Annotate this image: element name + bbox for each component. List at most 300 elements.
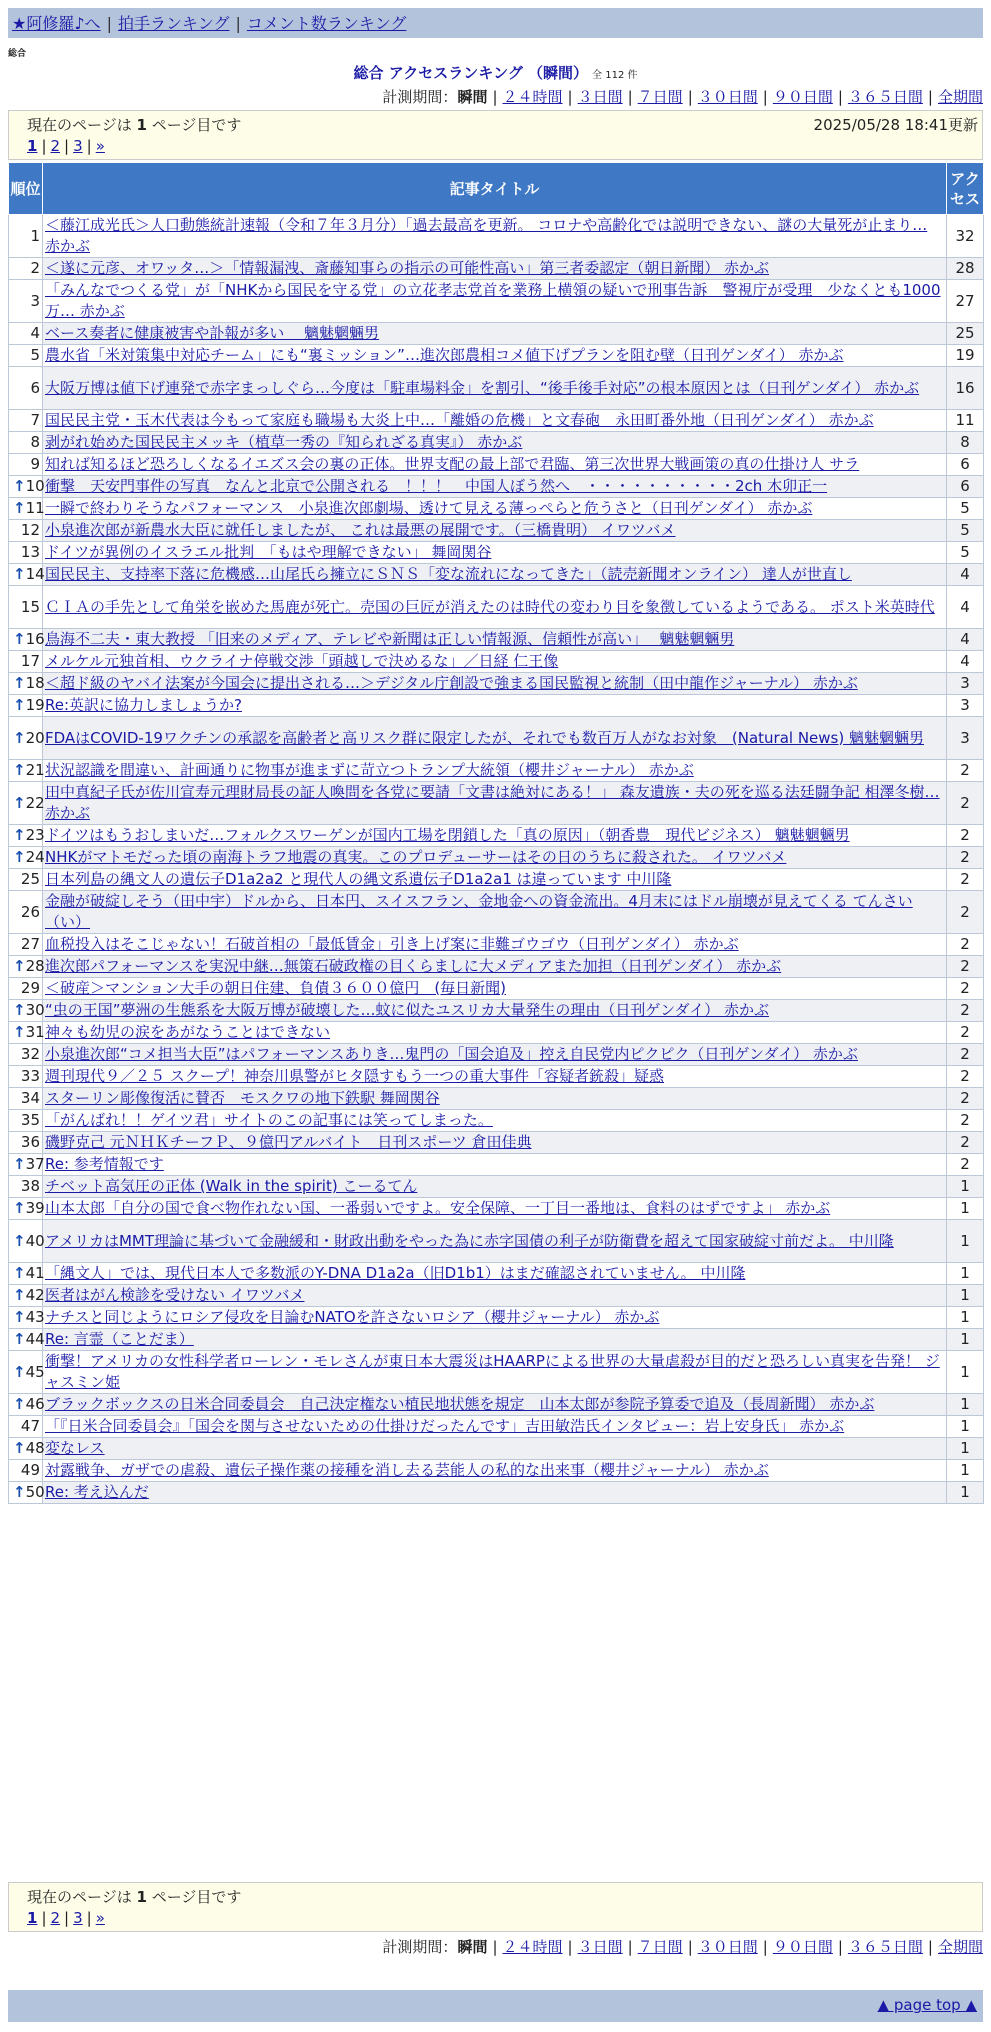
table-row [9,717,984,760]
article-link[interactable]: “虫の王国”夢洲の生態系を大阪万博が破壊した…蚊に似たユスリカ大量発生の理由（日刊ゲンダイ） 赤かぶ [45,1001,769,1019]
rank-cell [9,258,43,280]
article-link[interactable]: 衝撃 天安門事件の写真 なんと北京で公開される ！！！ 中国人ぼう然へ ・・・・・・・・・・2ch 木卯正一 [45,477,828,495]
article-link[interactable]: 一瞬で終わりそうなパフォーマンス 小泉進次郎劇場、透けて見える薄っぺらと危うさと（日刊ゲンダイ） 赤かぶ [45,499,813,517]
article-link[interactable]: ブラックボックスの日米合同委員会 自己決定権ない植民地状態を規定 山本太郎が参院予算委で追及（長周新聞） 赤かぶ [45,1395,875,1413]
title-cell [43,673,947,695]
article-link[interactable]: チベット高気圧の正体 (Walk in the spirit) こーるてん [45,1177,418,1195]
period-link[interactable]: ２４時間 [502,88,563,106]
title-cell [43,498,947,520]
rank-cell [9,520,43,542]
rank-up-arrow-icon: ↑ [13,957,26,975]
article-link[interactable]: 血税投入はそこじゃない！石破首相の「最低賃金」引き上げ案に非難ゴウゴウ（日刊ゲンダイ） 赤かぶ [45,935,739,953]
article-link[interactable]: ＣＩＡの手先として角栄を嵌めた馬鹿が死亡。売国の巨匠が消えたのは時代の変わり目を象徴しているようである。 ポスト米英時代 [45,597,935,616]
article-link[interactable]: 「みんなでつくる党」が「NHKから国民を守る党」の立花孝志党首を業務上横領の疑いで刑事告訴 警視庁が受理 少なくとも1000万… 赤かぶ [45,281,941,320]
article-link[interactable]: スターリン彫像復活に賛否 モスクワの地下鉄駅 舞岡関谷 [45,1089,440,1107]
table-row [9,1044,984,1066]
access-count: 1 [947,1460,984,1482]
item-count: 全 112 件 [592,70,638,81]
title-cell [43,542,947,564]
updated-timestamp: 2025/05/28 18:41更新 [813,116,978,134]
article-link[interactable]: Re: 考え込んだ [45,1483,149,1501]
rank-cell [9,1307,43,1329]
rank-number: 13 [20,543,40,561]
current-page-text: 現在のページは 1 ページ目です [27,1888,242,1906]
rank-cell [9,1066,43,1088]
table-row [9,1351,984,1394]
rank-cell [9,717,43,760]
period-link[interactable]: 全期間 [937,1938,983,1956]
rank-cell [9,1329,43,1351]
period-link[interactable]: ３日間 [577,88,623,106]
period-separator: | [567,1938,573,1956]
period-link[interactable]: ９０日間 [772,88,833,106]
rank-cell [9,847,43,869]
table-row [9,586,984,629]
rank-number: 15 [20,597,40,616]
period-separator: | [927,1938,933,1956]
rank-cell [9,760,43,782]
access-count: 6 [947,476,984,498]
article-link[interactable]: 変なレス [45,1439,105,1457]
article-link[interactable]: ドイツはもうおしまいだ…フォルクスワーゲンが国内工場を閉鎖した「真の原因」（朝香豊 現代ビジネス） 魑魅魍魎男 [45,826,850,844]
access-count: 2 [947,1154,984,1176]
page-link-2[interactable]: 2 [50,137,61,155]
title-cell [43,1263,947,1285]
page-link-3[interactable]: 3 [73,1909,83,1927]
rank-number: 20 [25,728,45,747]
title-cell [43,1351,947,1394]
page-link-2[interactable]: 2 [50,1909,61,1927]
article-link[interactable]: 神々も幼児の涙をあがなうことはできない [45,1023,331,1041]
rank-cell [9,934,43,956]
table-row [9,564,984,586]
article-link[interactable]: 週刊現代９／２５ スクープ！神奈川県警がヒタ隠すもう一つの重大事件「容疑者銃殺」疑惑 [45,1067,665,1085]
table-row [9,258,984,280]
access-count: 1 [947,1263,984,1285]
period-current: 瞬間 [457,1938,488,1956]
access-count: 2 [947,1022,984,1044]
title-cell [43,1088,947,1110]
rank-number: 17 [20,652,40,670]
article-link[interactable]: 剥がれ始めた国民民主メッキ（植草一秀の『知られざる真実』） 赤かぶ [45,433,523,451]
access-count: 2 [947,891,984,934]
access-header: アクセス [947,163,984,215]
access-count: 4 [947,586,984,629]
access-count: 1 [947,1394,984,1416]
table-row [9,1022,984,1044]
access-count: 2 [947,1066,984,1088]
table-row [9,782,984,825]
rank-cell [9,367,43,410]
table-row [9,345,984,367]
table-row [9,367,984,410]
rank-cell [9,869,43,891]
access-count: 1 [947,1416,984,1438]
page-title [0,62,991,83]
period-link[interactable]: ３０日間 [697,88,758,106]
table-row [9,432,984,454]
access-count: 2 [947,978,984,1000]
table-row [9,934,984,956]
title-cell [43,825,947,847]
rank-number: 32 [20,1045,40,1063]
rank-number: 47 [20,1417,40,1435]
article-link[interactable]: ナチスと同じようにロシア侵攻を目論むNATOを許さないロシア（櫻井ジャーナル） 赤かぶ [45,1308,660,1326]
pager-top [8,110,983,160]
rank-up-arrow-icon: ↑ [13,1023,26,1041]
period-link[interactable]: ９０日間 [772,1938,833,1956]
rank-up-arrow-icon: ↑ [13,477,26,495]
article-link[interactable]: 「『日米合同委員会』「国会を関与させないための仕掛けだったんです」吉田敏浩氏インタビュー：岩上安身氏」 赤かぶ [45,1417,845,1435]
access-count: 4 [947,651,984,673]
article-link[interactable]: 進次郎パフォーマンスを実況中継…無策石破政権の目くらましに大メディアまた加担（日刊ゲンダイ） 赤かぶ [45,957,782,975]
rank-up-arrow-icon: ↑ [13,1330,26,1348]
article-link[interactable]: 状況認識を間違い、計画通りに物事が進まずに苛立つトランプ大統領（櫻井ジャーナル） 赤かぶ [45,761,694,779]
article-link[interactable]: 対露戦争、ガザでの虐殺、遺伝子操作薬の接種を消し去る芸能人の私的な出来事（櫻井ジャーナル） 赤かぶ [45,1461,769,1479]
rank-number: 33 [20,1067,40,1085]
table-row [9,673,984,695]
table-header-row [9,163,984,215]
table-row [9,956,984,978]
access-count: 4 [947,629,984,651]
article-link[interactable]: 田中真紀子氏が佐川宣寿元理財局長の証人喚問を各党に要請「文書は絶対にある！」 森友遺族・夫の死を巡る法廷闘争記 相澤冬樹… 赤かぶ [45,783,940,822]
table-row [9,1066,984,1088]
article-link[interactable]: Re: 言霊（ことだま） [45,1330,194,1348]
period-link[interactable]: ７日間 [637,88,683,106]
period-link[interactable]: ３０日間 [697,1938,758,1956]
title-cell [43,1329,947,1351]
title-cell [43,410,947,432]
period-link[interactable]: ２４時間 [502,1938,563,1956]
rank-number: 39 [25,1199,45,1217]
article-link[interactable]: アメリカはMMT理論に基づいて金融緩和・財政出動をやった為に赤字国債の利子が防衛費を超えて国家破綻寸前だよ。 中川隆 [45,1231,894,1250]
period-selector-bottom [382,1936,983,1957]
title-cell [43,1198,947,1220]
article-link[interactable]: ＜遂に元彦、オワッタ…＞「情報漏洩、斎藤知事らの指示の可能性高い」第三者委認定（朝日新聞） 赤かぶ [45,259,770,277]
article-link[interactable]: ＜超ド級のヤバイ法案が今国会に提出される…＞デジタル庁創設で強まる国民監視と統制（田中龍作ジャーナル） 赤かぶ [45,674,858,692]
title-cell [43,1460,947,1482]
period-label: 計測期間： [382,88,458,106]
rank-cell [9,956,43,978]
access-count: 19 [947,345,984,367]
period-separator: | [627,88,633,106]
rank-number: 19 [25,696,45,714]
page-link-3[interactable]: 3 [73,137,83,155]
access-count: 1 [947,1198,984,1220]
next-page-link[interactable]: » [95,137,105,155]
rank-up-arrow-icon: ↑ [13,848,26,866]
article-link[interactable]: 鳥海不二夫・東大教授 「旧来のメディア、テレビや新聞は正しい情報源、信頼性が高い」 魑魅魍魎男 [45,630,735,648]
table-row [9,1154,984,1176]
table-row [9,629,984,651]
period-separator: | [837,88,843,106]
period-separator: | [627,1938,633,1956]
table-row [9,891,984,934]
rank-cell [9,1000,43,1022]
access-count: 1 [947,1438,984,1460]
title-cell [43,847,947,869]
article-link[interactable]: 金融が破綻しそう（田中宇）ドルから、日本円、スイスフラン、金地金への資金流出。4月末にはドル崩壊が見えてくる てんさい（い） [45,892,913,931]
rank-up-arrow-icon: ↑ [13,696,26,714]
article-link[interactable]: 山本太郎「自分の国で食べ物作れない国、一番弱いですよ。安全保障、一丁目一番地は、食料のはずですよ」 赤かぶ [45,1199,831,1217]
rank-number: 24 [25,848,45,866]
rank-number: 40 [25,1231,45,1250]
page-links [27,1909,105,1927]
page-top-link[interactable]: ▲ page top ▲ [877,1996,977,2014]
table-row [9,1176,984,1198]
rank-cell [9,695,43,717]
title-cell [43,651,947,673]
rank-number: 31 [25,1023,45,1041]
article-link[interactable]: 知れば知るほど恐ろしくなるイエズス会の裏の正体。世界支配の最上部で君臨、第三次世界大戦画策の真の仕掛け人 サラ [45,455,860,473]
rank-number: 29 [20,979,40,997]
rank-number: 5 [30,346,40,364]
home-link[interactable]: ★阿修羅♪へ [12,14,101,33]
rank-cell [9,542,43,564]
rank-up-arrow-icon: ↑ [13,1362,26,1381]
rank-up-arrow-icon: ↑ [13,1264,26,1282]
period-link[interactable]: ３６５日間 [847,1938,923,1956]
rank-cell [9,1044,43,1066]
title-cell [43,476,947,498]
rank-cell [9,1198,43,1220]
rank-cell [9,673,43,695]
article-link[interactable]: 磯野克己 元ＮＨＫチーフＰ、９億円アルバイト 日刊スポーツ 倉田佳典 [45,1133,532,1151]
rank-number: 1 [30,226,40,245]
access-count: 2 [947,760,984,782]
rank-number: 28 [25,957,45,975]
rank-up-arrow-icon: ↑ [13,1439,26,1457]
rank-number: 42 [25,1286,45,1304]
table-row [9,847,984,869]
title-cell [43,629,947,651]
period-separator: | [492,88,498,106]
article-link[interactable]: ＜藤江成光氏＞人口動態統計速報（令和７年３月分）「過去最高を更新。 コロナや高齢化では説明できない、謎の大量死が止まり… 赤かぶ [45,216,928,255]
title-cell [43,717,947,760]
rank-up-arrow-icon: ↑ [13,728,26,747]
comment-ranking-link[interactable]: コメント数ランキング [246,14,407,33]
rank-number: 49 [20,1461,40,1479]
access-count: 2 [947,782,984,825]
rank-cell [9,782,43,825]
access-count: 2 [947,1044,984,1066]
page-separator: | [64,137,70,155]
next-page-link[interactable]: » [95,1909,105,1927]
table-row [9,1000,984,1022]
period-link[interactable]: ３６５日間 [847,88,923,106]
article-link[interactable]: 「縄文人」では、現代日本人で多数派のY-DNA D1a2a（旧D1b1）はまだ確認されていません。 中川隆 [45,1264,746,1282]
rank-cell [9,1416,43,1438]
table-row [9,215,984,258]
rank-number: 4 [30,324,40,342]
article-link[interactable]: 医者はがん検診を受けない イワツバメ [45,1286,305,1304]
title-cell [43,367,947,410]
access-count: 2 [947,847,984,869]
article-link[interactable]: 小泉進次郎が新農水大臣に就任しましたが、 これは最悪の展開です。（三橋貴明） イワツバメ [45,521,676,539]
access-count: 16 [947,367,984,410]
applause-ranking-link[interactable]: 拍手ランキング [117,14,230,33]
rank-number: 26 [20,902,40,921]
rank-number: 44 [25,1330,45,1348]
article-link[interactable]: Re: 参考情報です [45,1155,164,1173]
access-count: 6 [947,454,984,476]
table-row [9,1132,984,1154]
period-link[interactable]: ７日間 [637,1938,683,1956]
table-row [9,1110,984,1132]
article-link[interactable]: 農水省「米対策集中対応チーム」にも“裏ミッション”…進次郎農相コメ値下げプランを阻む壁（日刊ゲンダイ） 赤かぶ [45,346,844,364]
ranking-title: 総合 アクセスランキング （瞬間） [353,64,589,82]
title-cell [43,1154,947,1176]
title-cell [43,956,947,978]
article-link[interactable]: メルケル元独首相、ウクライナ停戦交渉「頭越しで決めるな」／日経 仁王像 [45,652,559,670]
rank-number: 36 [20,1133,40,1151]
rank-number: 16 [25,630,45,648]
period-separator: | [687,88,693,106]
rank-number: 11 [25,499,45,517]
rank-number: 34 [20,1089,40,1107]
table-row [9,410,984,432]
article-link[interactable]: 日本列島の縄文人の遺伝子D1a2a2 と現代人の縄文系遺伝子D1a2a1 は違っています 中川隆 [45,870,672,888]
rank-cell [9,629,43,651]
access-count: 2 [947,1088,984,1110]
page-separator: | [86,137,92,155]
pager-bottom [8,1882,983,1932]
page-link-1[interactable]: 1 [27,1909,38,1927]
rank-number: 7 [30,411,40,429]
rank-cell [9,1132,43,1154]
rank-cell [9,564,43,586]
period-separator: | [567,88,573,106]
page-separator: | [64,1909,70,1927]
article-link[interactable]: 「がんばれ！！ゲイツ君」サイトのこの記事には笑ってしまった。 [45,1111,493,1129]
article-link[interactable]: ベース奏者に健康被害や訃報が多い 魑魅魍魎男 [45,324,380,342]
rank-up-arrow-icon: ↑ [13,1308,26,1326]
article-link[interactable]: 大阪万博は値下げ連発で赤字まっしぐら…今度は「駐車場料金」を割引、“後手後手対応”の根本原因とは（日刊ゲンダイ） 赤かぶ [45,378,920,397]
access-count: 3 [947,717,984,760]
rank-number: 9 [30,455,40,473]
rank-cell [9,1438,43,1460]
access-count: 1 [947,1482,984,1504]
table-row [9,978,984,1000]
article-link[interactable]: NHKがマトモだった頃の南海トラフ地震の真実。このプロデューサーはその日のうちに殺された。 イワツバメ [45,848,787,866]
page-links [27,137,105,155]
rank-up-arrow-icon: ↑ [13,499,26,517]
rank-number: 3 [30,291,40,310]
rank-cell [9,1220,43,1263]
rank-cell [9,651,43,673]
rank-number: 2 [30,259,40,277]
access-count: 2 [947,934,984,956]
article-link[interactable]: 衝撃！アメリカの女性科学者ローレン・モレさんが東日本大震災はHAARPによる世界の大量虐殺が目的だと恐ろしい真実を告発！ ジャスミン姫 [45,1352,940,1391]
rank-number: 50 [25,1483,45,1501]
article-link[interactable]: 国民民主党・玉木代表は今もって家庭も職場も大炎上中…「離婚の危機」と文春砲 永田町番外地（日刊ゲンダイ） 赤かぶ [45,411,874,429]
article-link[interactable]: Re:英訳に協力しましょうか? [45,696,242,714]
period-link[interactable]: 全期間 [937,88,983,106]
title-cell [43,978,947,1000]
rank-number: 35 [20,1111,40,1129]
rank-number: 8 [30,433,40,451]
rank-up-arrow-icon: ↑ [13,1483,26,1501]
article-link[interactable]: ドイツが異例のイスラエル批判 「もはや理解できない」 舞岡関谷 [45,543,492,561]
title-cell [43,760,947,782]
table-row [9,1285,984,1307]
period-separator: | [492,1938,498,1956]
title-cell [43,432,947,454]
rank-cell [9,1022,43,1044]
rank-number: 48 [25,1439,45,1457]
rank-number: 37 [25,1155,45,1173]
access-count: 1 [947,1176,984,1198]
period-separator: | [927,88,933,106]
rank-cell [9,1088,43,1110]
title-cell [43,280,947,323]
rank-cell [9,1482,43,1504]
table-row [9,1263,984,1285]
article-link[interactable]: FDAはCOVID-19ワクチンの承認を高齢者と高リスク群に限定したが、それでも数百万人がなお対象 (Natural News) 魑魅魍魎男 [45,728,924,747]
table-row [9,1329,984,1351]
table-row [9,1198,984,1220]
article-link[interactable]: ＜破産＞マンション大手の朝日住建、負債３６００億円 (毎日新聞) [45,979,507,997]
rank-up-arrow-icon: ↑ [13,1001,26,1019]
rank-up-arrow-icon: ↑ [13,674,26,692]
access-count: 4 [947,564,984,586]
current-page-text: 現在のページは 1 ページ目です [27,116,242,134]
title-cell [43,782,947,825]
rank-cell [9,1285,43,1307]
title-cell [43,869,947,891]
article-link[interactable]: 小泉進次郎“コメ担当大臣”はパフォーマンスありき…鬼門の「国会追及」控え自民党内ピクピク（日刊ゲンダイ） 赤かぶ [45,1045,858,1063]
article-link[interactable]: 国民民主、支持率下落に危機感…山尾氏ら擁立にＳＮＳ「変な流れになってきた」（読売新聞オンライン） 達人が世直し [45,565,852,583]
title-cell [43,586,947,629]
rank-cell [9,345,43,367]
title-cell [43,1176,947,1198]
period-label: 計測期間： [382,1938,458,1956]
rank-number: 25 [20,870,40,888]
access-count: 11 [947,410,984,432]
rank-number: 45 [25,1362,45,1381]
rank-up-arrow-icon: ↑ [13,565,26,583]
page-separator: | [86,1909,92,1927]
rank-cell [9,586,43,629]
table-row [9,280,984,323]
rank-up-arrow-icon: ↑ [13,1199,26,1217]
rank-number: 43 [25,1308,45,1326]
title-cell [43,258,947,280]
title-cell [43,1110,947,1132]
period-link[interactable]: ３日間 [577,1938,623,1956]
nav-separator: | [106,14,112,33]
table-row [9,542,984,564]
table-row [9,1460,984,1482]
rank-number: 46 [25,1395,45,1413]
access-count: 28 [947,258,984,280]
top-nav-bar [8,8,983,38]
access-count: 27 [947,280,984,323]
rank-number: 27 [20,935,40,953]
rank-up-arrow-icon: ↑ [13,826,26,844]
table-row [9,1482,984,1504]
title-cell [43,1307,947,1329]
title-cell [43,1022,947,1044]
table-row [9,825,984,847]
title-cell [43,454,947,476]
title-cell [43,1044,947,1066]
rank-number: 23 [25,826,45,844]
ranking-rows [9,215,984,1504]
page-separator: | [41,1909,47,1927]
page-link-1[interactable]: 1 [27,137,38,155]
access-count: 1 [947,1351,984,1394]
